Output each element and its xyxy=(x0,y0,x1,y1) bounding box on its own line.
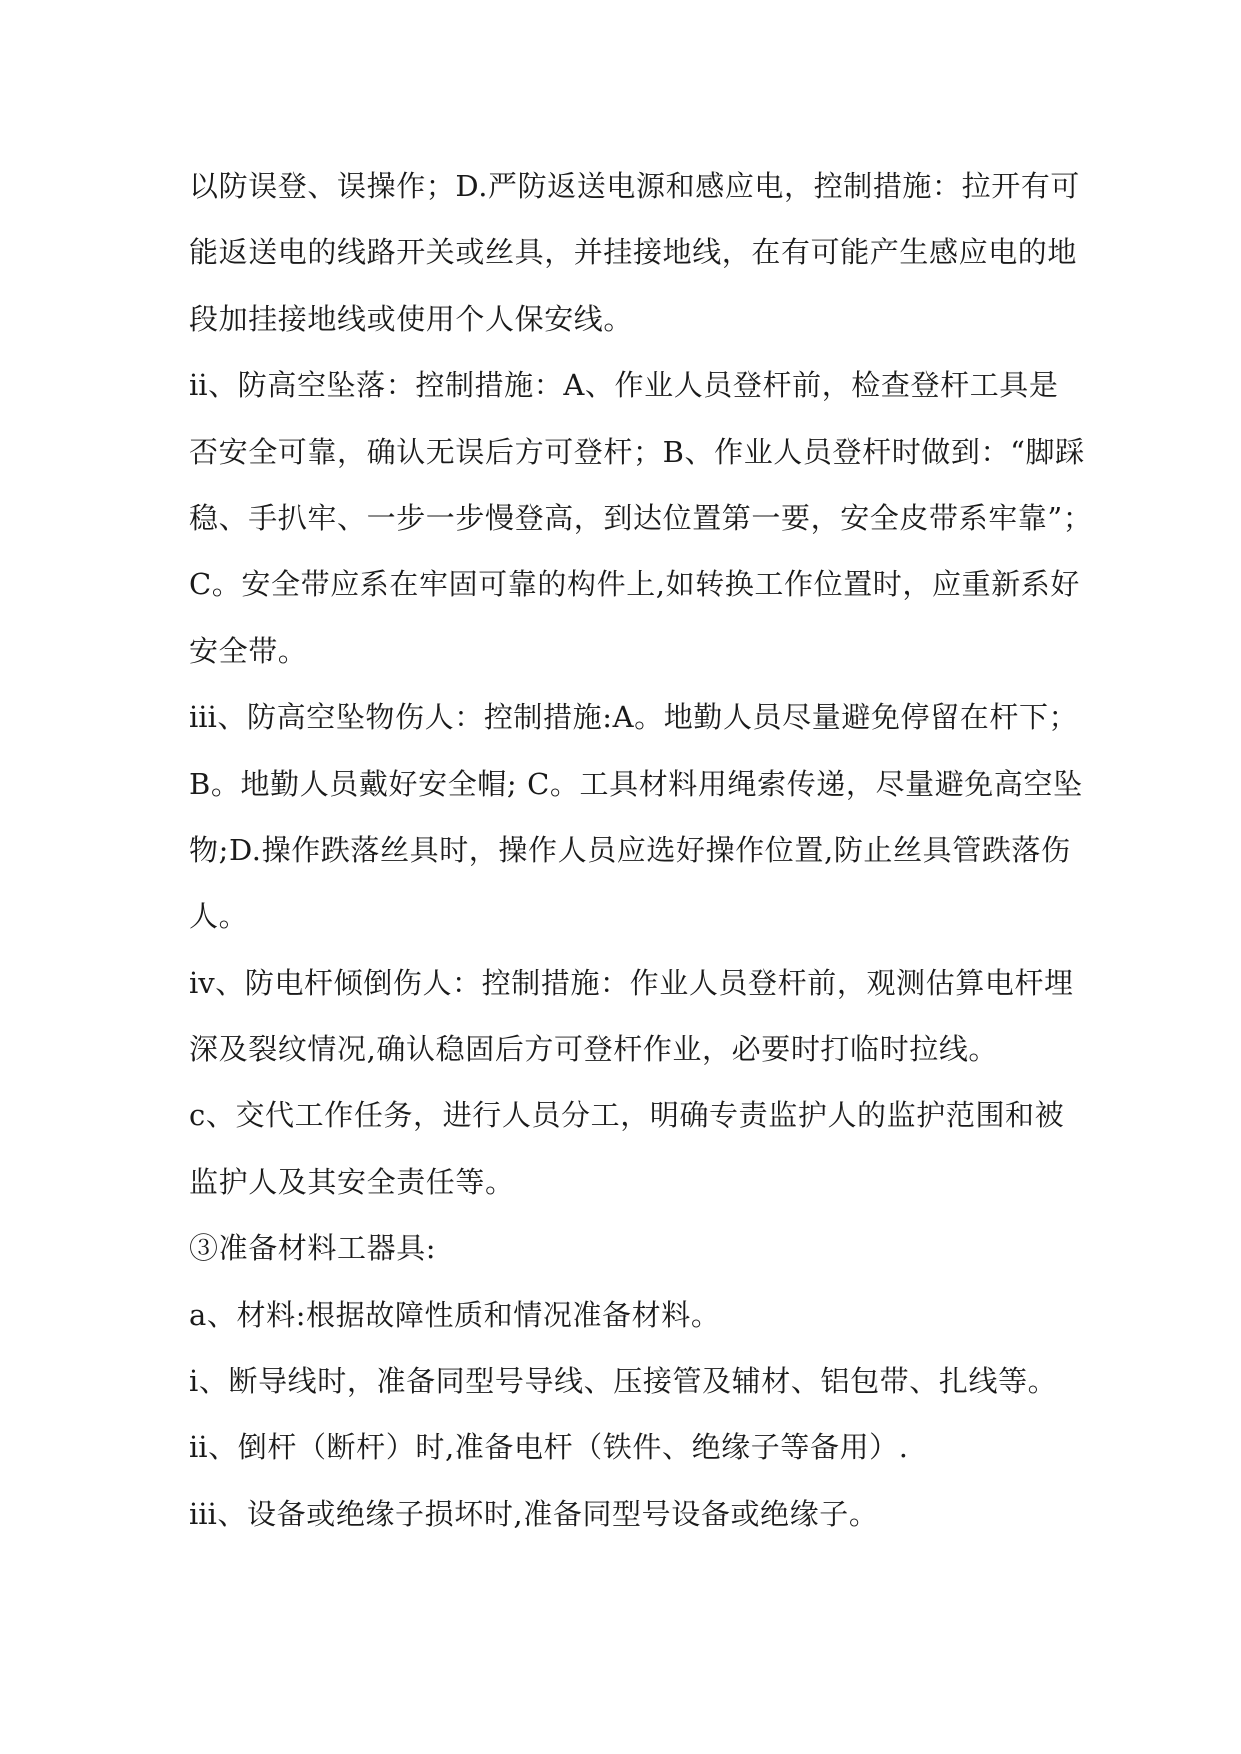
text-line: 能返送电的线路开关或丝具，并挂接地线，在有可能产生感应电的地 xyxy=(189,235,1078,270)
text-line: ⅱ、倒杆（断杆）时,准备电杆（铁件、绝缘子等备用）. xyxy=(189,1430,909,1465)
text-line: a、材料:根据故障性质和情况准备材料。 xyxy=(189,1297,721,1332)
text-line: c、交代工作任务，进行人员分工，明确专责监护人的监护范围和被 xyxy=(189,1098,1065,1133)
text-line: 监护人及其安全责任等。 xyxy=(189,1164,515,1199)
text-line: 安全带。 xyxy=(189,633,308,668)
text-line: C。安全带应系在牢固可靠的构件上,如转换工作位置时，应重新系好 xyxy=(189,567,1081,602)
text-line: B。地勤人员戴好安全帽; C。工具材料用绳索传递，尽量避免高空坠 xyxy=(189,766,1083,801)
text-line: ⅳ、防电杆倾倒伤人：控制措施：作业人员登杆前，观测估算电杆埋 xyxy=(189,965,1074,1000)
text-line: 深及裂纹情况,确认稳固后方可登杆作业，必要时打临时拉线。 xyxy=(189,1032,999,1067)
text-line: ⅲ、防高空坠物伤人：控制措施:A。地勤人员尽量避免停留在杆下； xyxy=(189,700,1079,735)
text-line: ⅱ、防高空坠落：控制措施：A、作业人员登杆前，检查登杆工具是 xyxy=(189,368,1059,403)
text-line: 否安全可靠，确认无误后方可登杆；B、作业人员登杆时做到：“脚踩 xyxy=(189,434,1085,469)
text-line: ⅰ、断导线时，准备同型号导线、压接管及辅材、铝包带、扎线等。 xyxy=(189,1364,1058,1399)
text-line: 段加挂接地线或使用个人保安线。 xyxy=(189,301,634,336)
text-line: 稳、手扒牢、一步一步慢登高，到达位置第一要，安全皮带系牢靠”； xyxy=(189,500,1093,535)
text-line: ⅲ、设备或绝缘子损坏时,准备同型号设备或绝缘子。 xyxy=(189,1496,879,1531)
document-body xyxy=(189,161,1093,1555)
text-line: 物;D.操作跌落丝具时，操作人员应选好操作位置,防止丝具管跌落伤 xyxy=(189,832,1071,867)
text-line: ③准备材料工器具: xyxy=(189,1231,437,1266)
text-line: 以防误登、误操作；D.严防返送电源和感应电，控制措施：拉开有可 xyxy=(189,169,1081,203)
text-line: 人。 xyxy=(189,899,249,934)
